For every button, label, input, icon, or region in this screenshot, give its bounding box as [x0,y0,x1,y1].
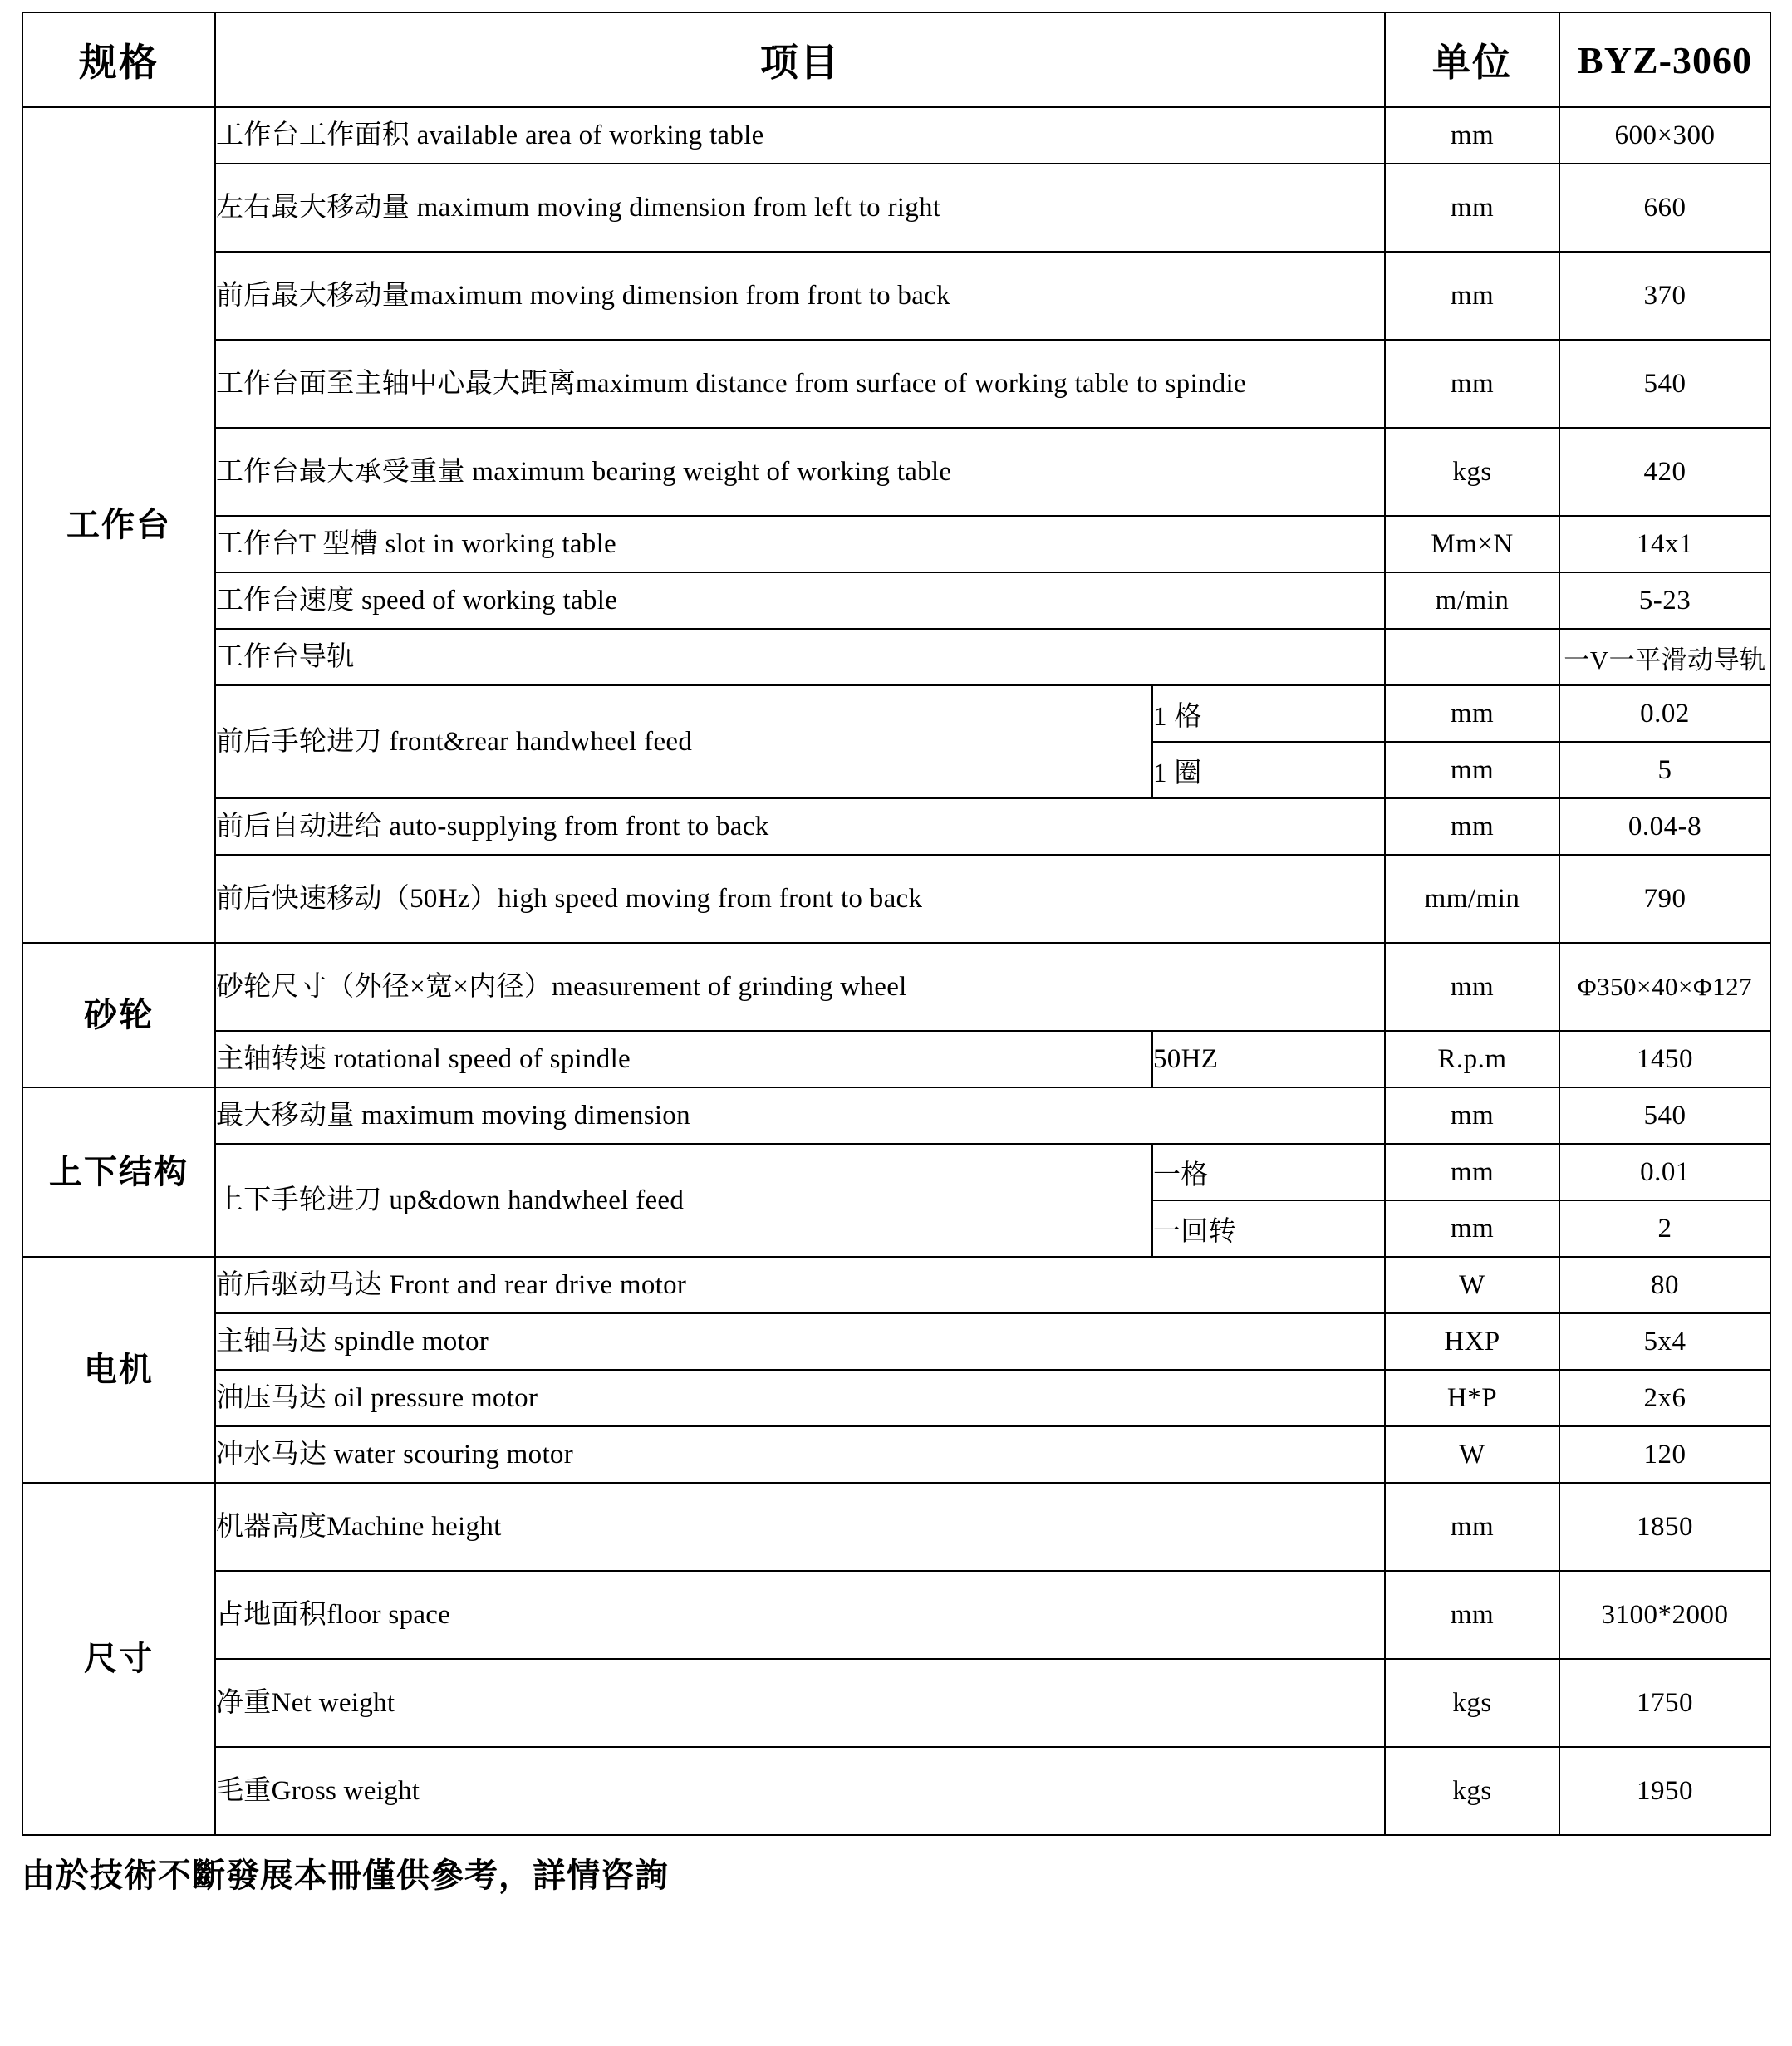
spec-value: 一V一平滑动导轨 [1559,629,1770,685]
item-label: 上下手轮进刀 up&down handwheel feed [215,1144,1152,1257]
unit-value: mm [1385,107,1559,164]
spec-value: 80 [1559,1257,1770,1313]
group-label-dimensions: 尺寸 [22,1483,215,1835]
spec-value: 660 [1559,164,1770,252]
table-row [22,1426,1770,1483]
spec-value: 2x6 [1559,1370,1770,1426]
item-label: 砂轮尺寸（外径×宽×内径）measurement of grinding wheel [215,943,1385,1031]
table-row [22,855,1770,943]
spec-value: 120 [1559,1426,1770,1483]
item-label: 主轴马达 spindle motor [215,1313,1385,1370]
item-label: 毛重Gross weight [215,1747,1385,1835]
item-label: 前后手轮进刀 front&rear handwheel feed [215,685,1152,798]
item-label: 前后自动进给 auto-supplying from front to back [215,798,1385,855]
spec-value: 600×300 [1559,107,1770,164]
table-row [22,1313,1770,1370]
spec-value: 5x4 [1559,1313,1770,1370]
header-unit: 单位 [1385,12,1559,107]
group-label-grinding-wheel: 砂轮 [22,943,215,1087]
unit-value: W [1385,1426,1559,1483]
item-label: 主轴转速 rotational speed of spindle [215,1031,1152,1087]
unit-value: mm [1385,252,1559,340]
table-row [22,252,1770,340]
table-row [22,572,1770,629]
table-row [22,164,1770,252]
sub-item-label: 一格 [1152,1144,1385,1200]
item-label: 机器高度Machine height [215,1483,1385,1571]
group-label-worktable: 工作台 [22,107,215,943]
header-spec: 规格 [22,12,215,107]
item-label: 净重Net weight [215,1659,1385,1747]
item-label: 工作台最大承受重量 maximum bearing weight of working table [215,428,1385,516]
table-row [22,1257,1770,1313]
unit-value: mm [1385,1200,1559,1257]
item-label: 工作台T 型槽 slot in working table [215,516,1385,572]
spec-value: 0.02 [1559,685,1770,742]
spec-value: 1750 [1559,1659,1770,1747]
sub-item-label: 一回转 [1152,1200,1385,1257]
unit-value: Mm×N [1385,516,1559,572]
table-row [22,685,1770,742]
spec-value: 370 [1559,252,1770,340]
table-row [22,1370,1770,1426]
table-row [22,107,1770,164]
spec-value: 0.01 [1559,1144,1770,1200]
unit-value: R.p.m [1385,1031,1559,1087]
specification-table [22,12,1771,1836]
spec-value: 2 [1559,1200,1770,1257]
item-label: 左右最大移动量 maximum moving dimension from left to right [215,164,1385,252]
spec-value: 1950 [1559,1747,1770,1835]
table-row [22,1087,1770,1144]
item-label: 工作台面至主轴中心最大距离maximum distance from surface of working table to spindie [215,340,1385,428]
item-label: 冲水马达 water scouring motor [215,1426,1385,1483]
unit-value: mm [1385,798,1559,855]
unit-value: H*P [1385,1370,1559,1426]
spec-value: 540 [1559,1087,1770,1144]
table-row [22,1031,1770,1087]
unit-value: mm [1385,742,1559,798]
table-row [22,629,1770,685]
group-label-motor: 电机 [22,1257,215,1483]
unit-value: mm [1385,1144,1559,1200]
item-label: 前后最大移动量maximum moving dimension from front to back [215,252,1385,340]
sub-item-label: 50HZ [1152,1031,1385,1087]
unit-value: kgs [1385,1659,1559,1747]
table-row [22,943,1770,1031]
table-row [22,1144,1770,1200]
table-row [22,1747,1770,1835]
table-row [22,516,1770,572]
unit-value: kgs [1385,428,1559,516]
header-item: 项目 [215,12,1385,107]
unit-value: m/min [1385,572,1559,629]
table-row [22,798,1770,855]
spec-value: 5 [1559,742,1770,798]
item-label: 占地面积floor space [215,1571,1385,1659]
unit-value: mm [1385,340,1559,428]
spec-value: 790 [1559,855,1770,943]
item-label: 最大移动量 maximum moving dimension [215,1087,1385,1144]
spec-value: 5-23 [1559,572,1770,629]
unit-value: W [1385,1257,1559,1313]
item-label: 工作台导轨 [215,629,1385,685]
spec-value: 1850 [1559,1483,1770,1571]
table-row [22,1659,1770,1747]
group-label-vertical-structure: 上下结构 [22,1087,215,1257]
unit-value: mm [1385,1571,1559,1659]
unit-value [1385,629,1559,685]
sub-item-label: 1 格 [1152,685,1385,742]
table-row [22,1483,1770,1571]
table-row [22,428,1770,516]
item-label: 前后快速移动（50Hz）high speed moving from front to back [215,855,1385,943]
unit-value: mm/min [1385,855,1559,943]
footnote-text: 由於技術不斷發展本冊僅供參考，詳情咨詢 [22,1857,669,1895]
unit-value: HXP [1385,1313,1559,1370]
unit-value: mm [1385,1087,1559,1144]
header-model: BYZ-3060 [1559,12,1770,107]
spec-value: 0.04-8 [1559,798,1770,855]
unit-value: mm [1385,164,1559,252]
spec-value: 540 [1559,340,1770,428]
unit-value: kgs [1385,1747,1559,1835]
spec-value: 1450 [1559,1031,1770,1087]
item-label: 工作台速度 speed of working table [215,572,1385,629]
table-row [22,1571,1770,1659]
item-label: 前后驱动马达 Front and rear drive motor [215,1257,1385,1313]
unit-value: mm [1385,685,1559,742]
spec-value: 420 [1559,428,1770,516]
sub-item-label: 1 圈 [1152,742,1385,798]
table-header-row [22,12,1770,107]
spec-value: Φ350×40×Φ127 [1559,943,1770,1031]
item-label: 工作台工作面积 available area of working table [215,107,1385,164]
unit-value: mm [1385,943,1559,1031]
table-row [22,340,1770,428]
unit-value: mm [1385,1483,1559,1571]
item-label: 油压马达 oil pressure motor [215,1370,1385,1426]
spec-value: 3100*2000 [1559,1571,1770,1659]
spec-value: 14x1 [1559,516,1770,572]
